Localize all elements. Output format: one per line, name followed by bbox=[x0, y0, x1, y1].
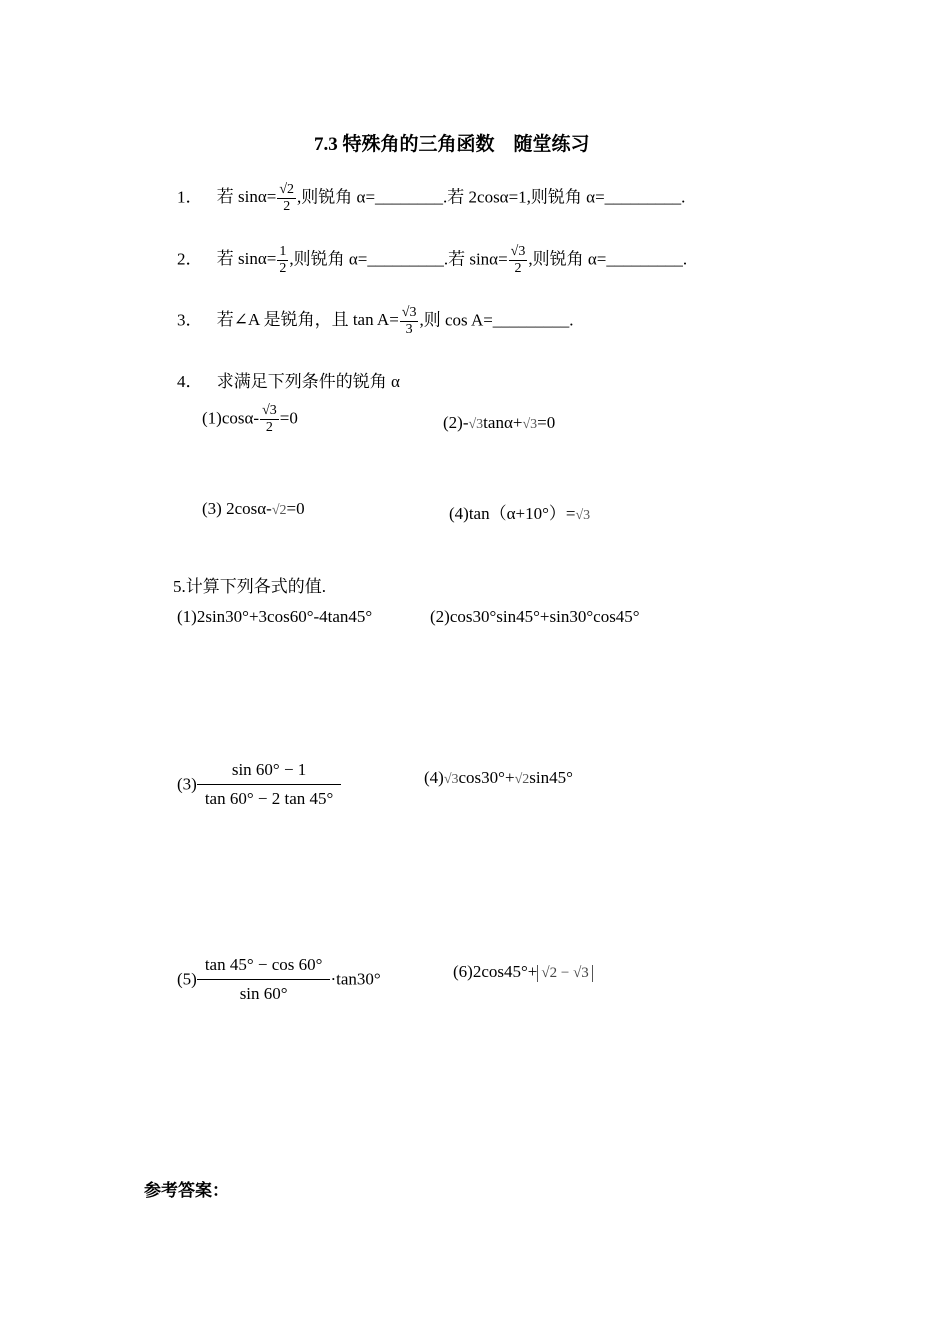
q4-p3-root: √2 bbox=[271, 503, 287, 518]
q3-prefix: 若∠A 是锐角，且 tan A= bbox=[216, 310, 399, 330]
q5-p3-fraction bbox=[197, 760, 341, 809]
q4-p2-root-2: √3 bbox=[522, 417, 538, 432]
question-4 bbox=[177, 367, 400, 392]
q4-number: 4． bbox=[177, 372, 203, 391]
q4-p3-prefix: (3) 2cosα- bbox=[202, 499, 272, 518]
q4-p1-prefix: (1)cosα- bbox=[202, 408, 260, 428]
q2-frac1-den: 2 bbox=[279, 261, 287, 276]
q1-text: ,则锐角 α=________.若 2cosα=1,则锐角 α=_________. bbox=[297, 187, 686, 207]
q2-fraction-2 bbox=[509, 244, 528, 277]
q4-text: 求满足下列条件的锐角 α bbox=[216, 372, 400, 391]
q1-frac-den: 2 bbox=[283, 199, 291, 214]
q3-number: 3． bbox=[177, 310, 203, 330]
q5-part-3 bbox=[177, 760, 341, 809]
q2-number: 2． bbox=[177, 249, 203, 269]
q2-frac1-num: 1 bbox=[279, 244, 287, 259]
q2-post: ,则锐角 α=_________. bbox=[528, 249, 688, 269]
q5-p5-fraction bbox=[197, 955, 331, 1004]
q4-p2-prefix: (2)- bbox=[443, 413, 469, 432]
q4-part-2 bbox=[443, 413, 555, 433]
q5-p4-middle: cos30°+ bbox=[458, 768, 515, 787]
q3-post: ,则 cos A=_________. bbox=[419, 310, 574, 330]
q2-frac2-num: √3 bbox=[510, 244, 526, 259]
q5-p3-label: (3) bbox=[177, 774, 197, 794]
q1-prefix: 若 sinα= bbox=[216, 187, 277, 207]
q1-frac-num: √2 bbox=[279, 182, 295, 197]
q2-prefix: 若 sinα= bbox=[216, 249, 277, 269]
q4-p4-prefix: (4)tan（α+10°）= bbox=[449, 504, 576, 523]
q3-frac-den: 3 bbox=[405, 322, 413, 337]
q3-fraction bbox=[400, 305, 419, 338]
q5-p5-den: sin 60° bbox=[239, 984, 288, 1003]
q5-p4-root-1: √3 bbox=[443, 772, 459, 787]
q5-part-2: (2)cos30°sin45°+sin30°cos45° bbox=[430, 607, 640, 626]
q4-p3-post: =0 bbox=[286, 499, 305, 518]
q4-p4-root: √3 bbox=[575, 508, 591, 523]
q4-p2-root-1: √3 bbox=[468, 417, 484, 432]
answer-heading: 参考答案： bbox=[144, 1181, 229, 1200]
q5-p4-root-2: √2 bbox=[514, 772, 530, 787]
q1-number: 1． bbox=[177, 187, 203, 207]
q4-p1-den: 2 bbox=[265, 420, 273, 435]
question-3 bbox=[177, 305, 574, 338]
q5-p6-prefix: (6)2cos45°+ bbox=[453, 962, 538, 981]
q2-middle: ,则锐角 α=_________.若 sinα= bbox=[289, 249, 508, 269]
q5-p5-label: (5) bbox=[177, 969, 197, 989]
page-title: 7.3 特殊角的三角函数 随堂练习 bbox=[314, 134, 590, 155]
q5-p4-label: (4) bbox=[424, 768, 444, 787]
question-1 bbox=[177, 182, 685, 215]
q4-p2-middle: tanα+ bbox=[483, 413, 523, 432]
q5-part-1: (1)2sin30°+3cos60°-4tan45° bbox=[177, 607, 373, 626]
q4-p1-post: =0 bbox=[279, 408, 298, 428]
q4-p2-post: =0 bbox=[537, 413, 556, 432]
q5-p6-absolute-value: √2 − √3 bbox=[537, 965, 592, 982]
q2-frac2-den: 2 bbox=[514, 261, 522, 276]
q4-p1-fraction bbox=[260, 403, 279, 436]
q5-part-6 bbox=[453, 962, 593, 982]
question-5: 5.计算下列各式的值. bbox=[173, 577, 326, 596]
q4-part-4 bbox=[449, 499, 590, 524]
q5-part-4 bbox=[424, 768, 573, 788]
q5-p5-num: tan 45° − cos 60° bbox=[197, 955, 331, 980]
question-2 bbox=[177, 244, 687, 277]
q5-p3-num: sin 60° − 1 bbox=[197, 760, 341, 785]
q5-part-5 bbox=[177, 955, 381, 1004]
q2-fraction-1 bbox=[277, 244, 288, 277]
q4-part-3 bbox=[202, 499, 305, 519]
q4-p1-num: √3 bbox=[262, 403, 277, 418]
q5-p3-den: tan 60° − 2 tan 45° bbox=[204, 789, 334, 808]
q1-fraction bbox=[277, 182, 296, 215]
q5-p4-post: sin45° bbox=[529, 768, 573, 787]
q4-part-1 bbox=[202, 403, 298, 436]
q3-frac-num: √3 bbox=[401, 305, 417, 320]
q5-p5-post: ·tan30° bbox=[330, 969, 381, 989]
